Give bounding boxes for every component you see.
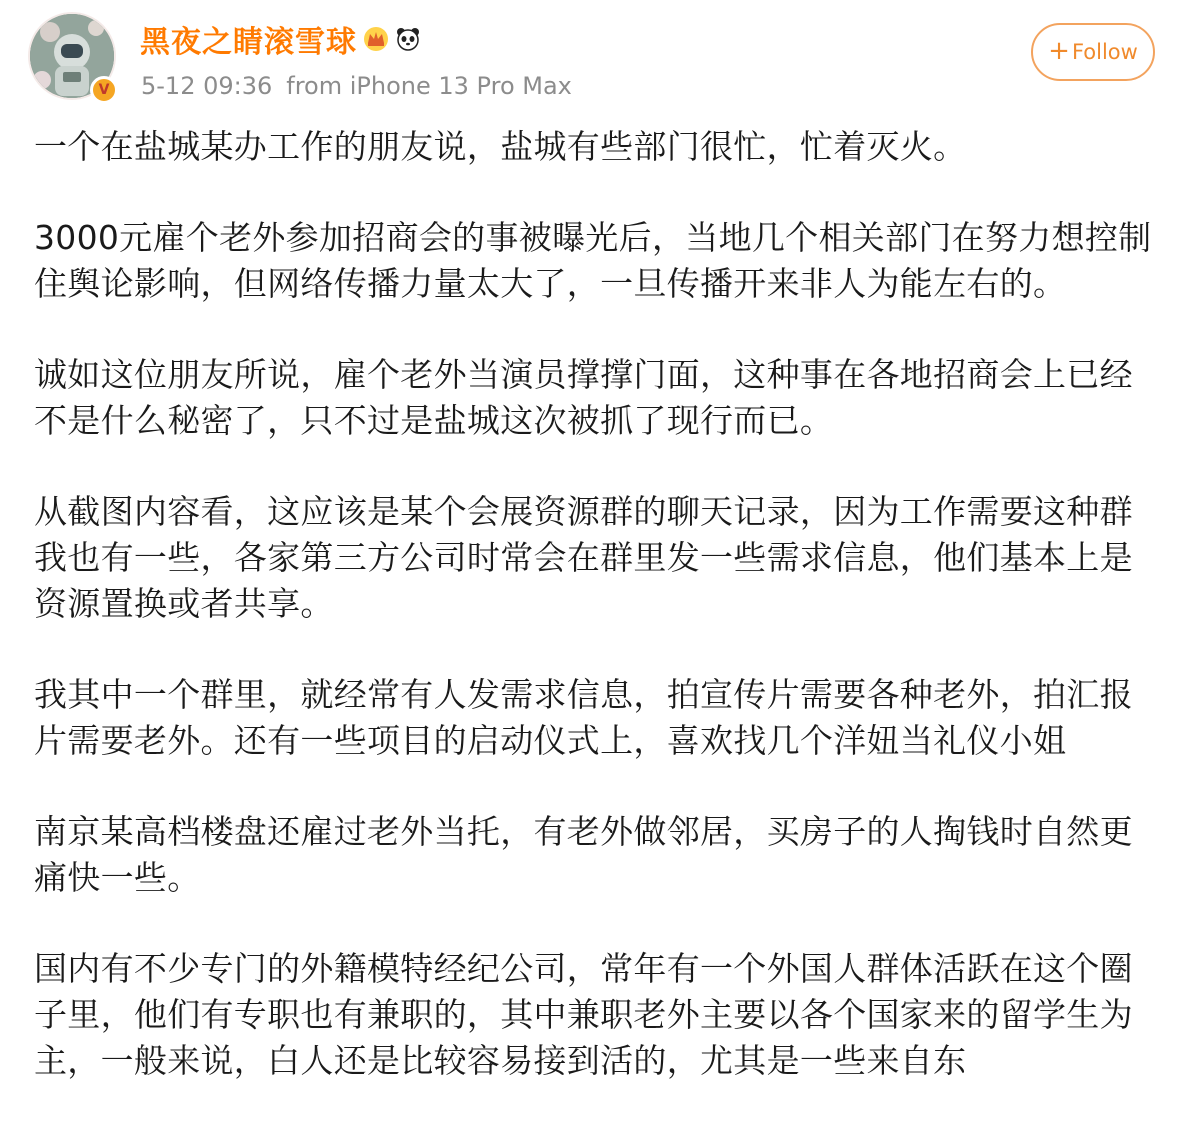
author-row (140, 18, 421, 60)
post-body (34, 124, 1164, 1129)
follow-label: Follow (1071, 40, 1138, 64)
follow-button[interactable] (1031, 23, 1155, 81)
post-paragraph: 3000元雇个老外参加招商会的事被曝光后，当地几个相关部门在努力想控制住舆论影响，但网络传播力量太大了，一旦传播开来非人为能左右的。 (34, 218, 1152, 303)
author-avatar[interactable] (28, 12, 124, 108)
post-date: 5-12 09:36 (141, 72, 273, 100)
author-name[interactable]: 黑夜之睛滚雪球 (140, 25, 357, 60)
post-paragraph: 一个在盐城某办工作的朋友说，盐城有些部门很忙，忙着灭火。 (34, 127, 967, 166)
post-paragraph: 南京某高档楼盘还雇过老外当托，有老外做邻居，买房子的人掏钱时自然更痛快一些。 (34, 812, 1133, 897)
post-paragraph: 从截图内容看，这应该是某个会展资源群的聊天记录，因为工作需要这种群我也有一些，各家第三方公司时常会在群里发一些需求信息，他们基本上是资源置换或者共享。 (34, 492, 1133, 623)
post-paragraph: 国内有不少专门的外籍模特经纪公司，常年有一个外国人群体活跃在这个圈子里，他们有专职也有兼职的，其中兼职老外主要以各个国家来的留学生为主，一般来说，白人还是比较容易接到活的，尤其是一些来自东 (34, 949, 1133, 1080)
plus-icon: + (1048, 36, 1070, 66)
panda-icon (395, 26, 421, 52)
post-paragraph: 我其中一个群里，就经常有人发需求信息，拍宣传片需要各种老外，拍汇报片需要老外。还有一些项目的启动仪式上，喜欢找几个洋妞当礼仪小姐 (34, 675, 1133, 760)
verified-badge-icon: V (90, 76, 118, 104)
crown-icon (363, 26, 389, 52)
post-paragraph: 诚如这位朋友所说，雇个老外当演员撑撑门面，这种事在各地招商会上已经不是什么秘密了，只不过是盐城这次被抓了现行而已。 (34, 355, 1133, 440)
post-source: from iPhone 13 Pro Max (286, 72, 572, 100)
post-header (0, 0, 1200, 118)
post-meta (141, 72, 572, 100)
